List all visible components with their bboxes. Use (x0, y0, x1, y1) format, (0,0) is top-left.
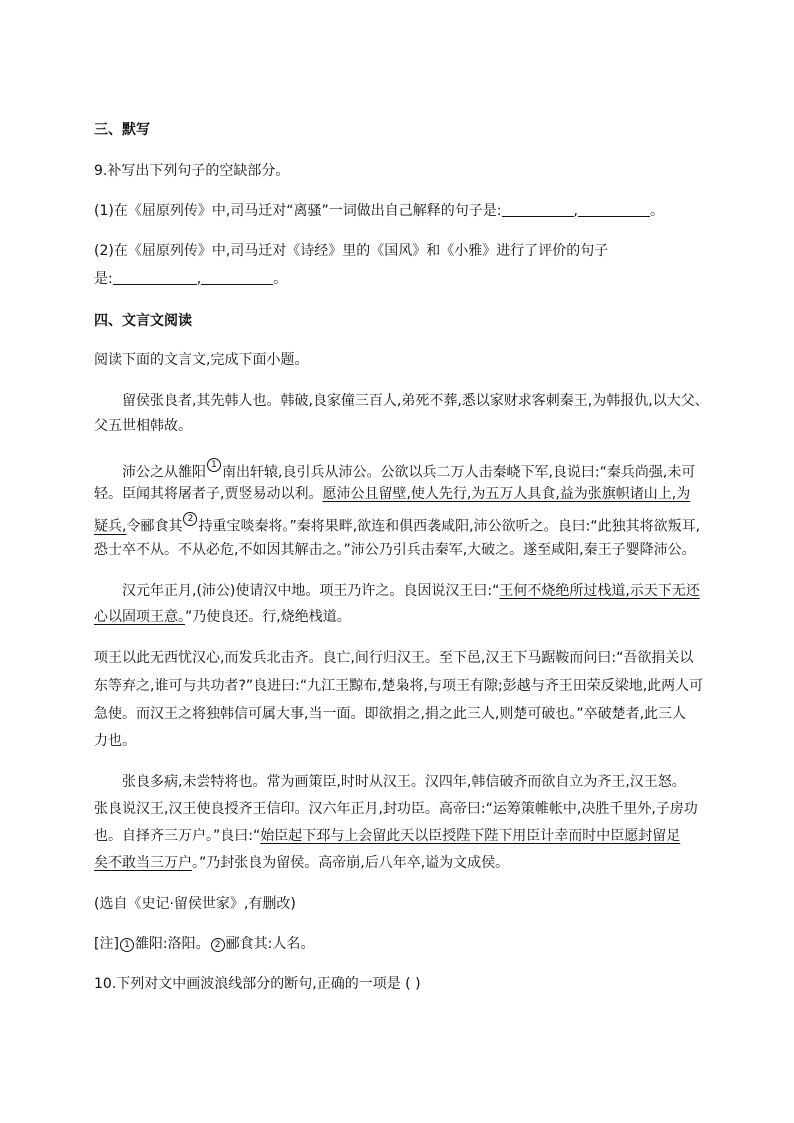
passage-line: 轻。臣闻其将屠者子,贾竖易动以利。愿沛公且留壁,使人先行,为五万人具食,益为张旗帜诸山上,为 (94, 486, 691, 502)
passage-line: 沛公之从雒阳 $^1$ 南出轩辕,良引兵从沛公。公欲以兵二万人击秦峣下军,良说曰:“秦兵尚强,未可 (122, 460, 696, 481)
wavy-underlined-sentence: 矣不敢当三万户 (94, 855, 192, 871)
passage-line: 力也。 (94, 733, 136, 749)
footnote-marker: 1 (120, 938, 134, 952)
source-citation: (选自《史记·留侯世家》,有删改) (94, 896, 296, 912)
passage-line: 汉元年正月,(沛公)使请汉中地。项王乃许之。良因说汉王曰:“王何不烧绝所过栈道,示天下无还 (122, 583, 700, 599)
passage-line: 矣不敢当三万户。”乃封张良为留侯。高帝崩,后八年卒,谥为文成侯。 (94, 855, 510, 871)
passage-line: 急使。而汉王之将独韩信可属大事,当一面。即欲捐之,捐之此三人,则楚可破也。”卒破楚者,此三人 (94, 706, 687, 722)
passage-line: 张良多病,未尝特将也。常为画策臣,时时从汉王。汉四年,韩信破齐而欲自立为齐王,汉王怒。 (122, 774, 686, 790)
underlined-sentence: 愿沛公且留壁,使人先行,为五万人具食,益为张旗帜诸山上,为 (322, 486, 691, 502)
answer-blank[interactable] (502, 202, 574, 217)
passage-line: 项王以此无西忧汉心,而发兵北击齐。良亡,间行归汉王。至下邑,汉王下马踞鞍而问曰:“吾欲捐关以 (94, 650, 694, 666)
underlined-sentence: 疑兵, (94, 518, 127, 535)
passage-line: 父五世相韩故。 (94, 418, 192, 434)
passage-line: 疑兵,令郦食其 $^2$ 持重宝啖秦将。”秦将果畔,欲连和俱西袭咸阳,沛公欲听之。良曰:“此独其将欲叛耳, (94, 514, 701, 535)
answer-blank[interactable] (578, 202, 650, 217)
passage-line: 留侯张良者,其先韩人也。韩破,良家僮三百人,弟死不葬,悉以家财求客刺秦王,为韩报仇,以大父、 (122, 393, 709, 409)
answer-blank[interactable] (113, 270, 197, 285)
section-heading-dictation: 三、默写 (94, 122, 150, 138)
reading-intro: 阅读下面的文言文,完成下面小题。 (94, 352, 309, 368)
footnote-marker: 1 (207, 458, 221, 472)
question-9-2: (2)在《屈原列传》中,司马迁对《诗经》里的《国风》和《小雅》进行了评价的句子 (94, 243, 609, 259)
wavy-underlined-sentence: 始臣起下邳与上会留此天以臣授陛下陛下用臣计幸而时中臣愿封留足 (260, 828, 681, 844)
passage-line: 恐士卒不从。不从必危,不如因其解击之。”沛公乃引兵击秦军,大破之。遂至咸阳,秦王子婴降沛公。 (94, 542, 696, 558)
footnote-marker: 2 (211, 938, 225, 952)
passage-line: 也。自择齐三万户。”良曰:“始臣起下邳与上会留此天以臣授陛下陛下用臣计幸而时中臣愿封留足 (94, 828, 681, 844)
question-9-2-answer-line: 是: , 。 (94, 271, 288, 287)
passage-line: 张良说汉王,汉王使良授齐王信印。汉六年正月,封功臣。高帝曰:“运筹策帷帐中,决胜千里外,子房功 (94, 801, 698, 817)
footnote-marker: 2 (183, 512, 197, 526)
underlined-sentence: 王何不烧绝所过栈道,示天下无还 (499, 583, 700, 599)
passage-line: 东等弃之,谁可与共功者?”良进曰:“九江王黥布,楚枭将,与项王有隙;彭越与齐王田荣反梁地,此两人可 (94, 678, 704, 694)
footnotes: [注] 1 雒阳:洛阳。 2 郦食其:人名。 (94, 936, 315, 952)
question-9: 9.补写出下列句子的空缺部分。 (94, 163, 290, 179)
section-heading-classical-reading: 四、文言文阅读 (94, 313, 192, 329)
underlined-sentence: 心以固项王意。 (94, 609, 185, 625)
question-9-1: (1)在《屈原列传》中,司马迁对“离骚”一词做出自己解释的句子是: , 。 (94, 203, 664, 219)
question-10: 10.下列对文中画波浪线部分的断句,正确的一项是 ( ) (94, 976, 421, 992)
answer-blank[interactable] (201, 270, 273, 285)
passage-line: 心以固项王意。”乃使良还。行,烧绝栈道。 (94, 609, 351, 625)
